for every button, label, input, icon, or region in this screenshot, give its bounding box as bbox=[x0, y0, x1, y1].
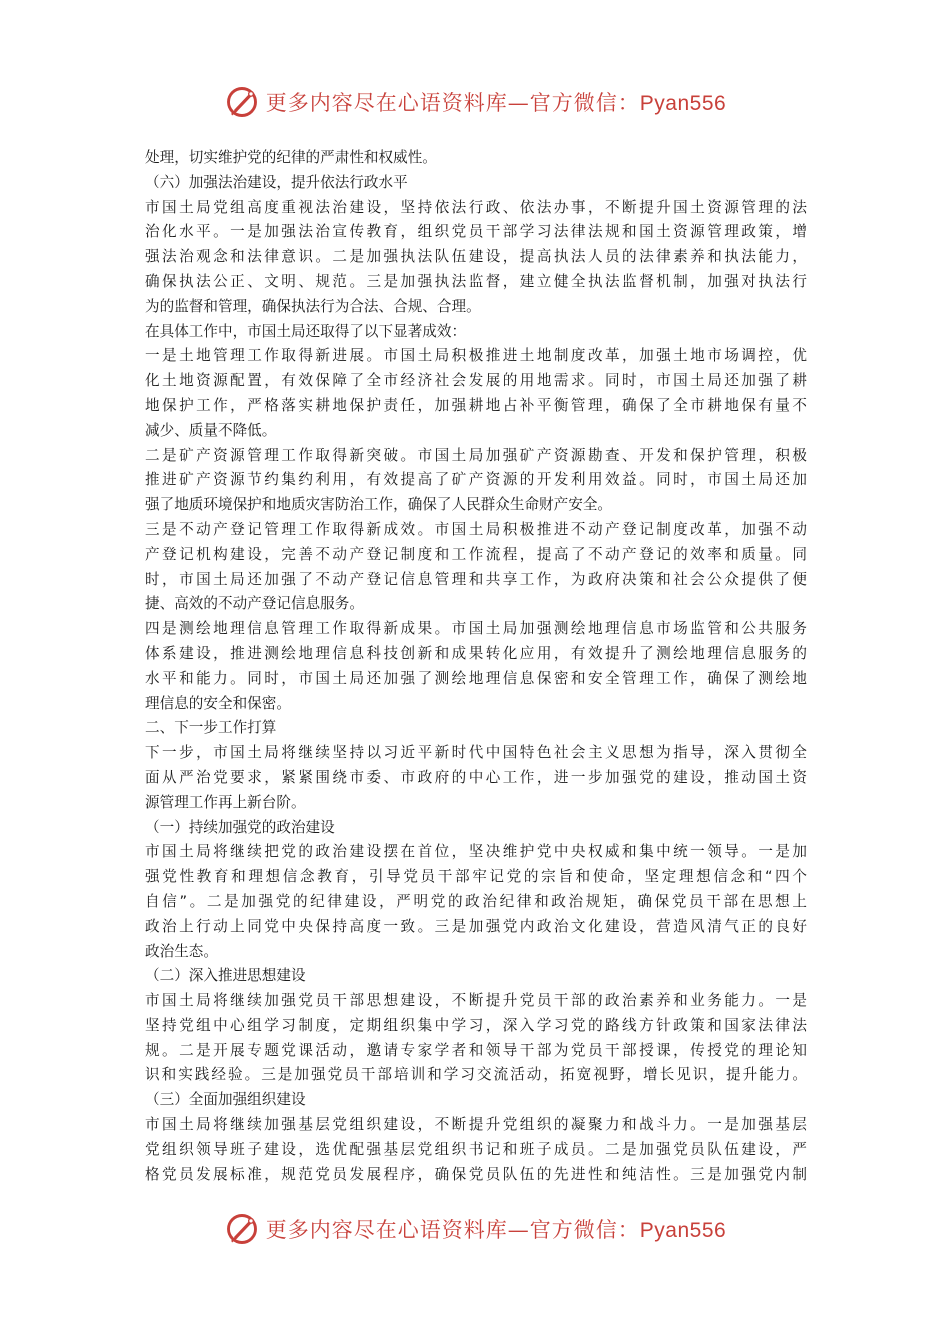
pen-logo-icon bbox=[224, 84, 260, 120]
text-line: 市国土局将继续加强基层党组织建设，不断提升党组织的凝聚力和战斗力。一是加强基层 bbox=[145, 1116, 807, 1134]
text-line: 二是矿产资源管理工作取得新突破。市国土局加强矿产资源勘查、开发和保护管理，积极 bbox=[145, 446, 807, 464]
text-line: 面从严治党要求，紧紧围绕市委、市政府的中心工作，进一步加强党的建设，推动国土资 bbox=[145, 768, 807, 786]
text-line: 在具体工作中，市国土局还取得了以下显著成效： bbox=[145, 322, 467, 340]
text-line: 确保执法公正、文明、规范。三是加强执法监督，建立健全执法监督机制，加强对执法行 bbox=[145, 272, 807, 290]
text-line: 产登记机构建设，完善不动产登记制度和工作流程，提高了不动产登记的效率和质量。同 bbox=[145, 545, 807, 563]
text-line: 为的监督和管理，确保执法行为合法、合规、合理。 bbox=[145, 297, 481, 315]
text-line: 处理，切实维护党的纪律的严肃性和权威性。 bbox=[145, 149, 437, 166]
watermark-text bbox=[266, 1214, 726, 1244]
section-heading: （六）加强法治建设，提升依法行政水平 bbox=[145, 173, 408, 191]
text-line: 地保护工作，严格落实耕地保护责任，加强耕地占补平衡管理，确保了全市耕地保有量不 bbox=[145, 396, 807, 414]
pen-logo-icon bbox=[224, 1211, 260, 1247]
text-line: 规。二是开展专题党课活动，邀请专家学者和领导干部为党员干部授课，传授党的理论知 bbox=[145, 1041, 807, 1059]
text-line: 坚持党组中心组学习制度，定期组织集中学习，深入学习党的路线方针政策和国家法律法 bbox=[145, 1016, 807, 1034]
text-line: 强党性教育和理想信念教育，引导党员干部牢记党的宗旨和使命，坚定理想信念和“四个 bbox=[145, 868, 807, 886]
document-body bbox=[145, 146, 807, 1187]
watermark-wechat-id: Pyan556 bbox=[639, 92, 727, 115]
text-line: 市国土局将继续加强党员干部思想建设，不断提升党员干部的政治素养和业务能力。一是 bbox=[145, 992, 807, 1010]
text-line: 政治生态。 bbox=[145, 942, 218, 960]
text-line: 时，市国土局还加强了不动产登记信息管理和共享工作，为政府决策和社会公众提供了便 bbox=[145, 570, 807, 588]
text-line: 治化水平。一是加强法治宣传教育，组织党员干部学习法律法规和国土资源管理政策，增 bbox=[145, 223, 807, 241]
watermark-wechat-id: Pyan556 bbox=[639, 1219, 727, 1242]
section-heading: 二、下一步工作打算 bbox=[145, 719, 277, 737]
text-line: 捷、高效的不动产登记信息服务。 bbox=[145, 595, 364, 613]
text-line: 政治上行动上同党中央保持高度一致。三是加强党内政治文化建设，营造风清气正的良好 bbox=[145, 917, 807, 935]
watermark-text-cn: 更多内容尽在心语资料库—官方微信： bbox=[265, 1218, 640, 1242]
text-line: 强了地质环境保护和地质灾害防治工作，确保了人民群众生命财产安全。 bbox=[145, 496, 613, 514]
text-line: 推进矿产资源节约集约利用，有效提高了矿产资源的开发利用效益。同时，市国土局还加 bbox=[145, 471, 807, 489]
text-line: 识和实践经验。三是加强党员干部培训和学习交流活动，拓宽视野，增长见识，提升能力。 bbox=[145, 1066, 807, 1084]
text-line: 减少、质量不降低。 bbox=[145, 421, 277, 439]
text-line: 四是测绘地理信息管理工作取得新成果。市国土局加强测绘地理信息市场监管和公共服务 bbox=[145, 620, 807, 638]
text-line: 体系建设，推进测绘地理信息科技创新和成果转化应用，有效提升了测绘地理信息服务的 bbox=[145, 644, 807, 662]
text-line: 化土地资源配置，有效保障了全市经济社会发展的用地需求。同时，市国土局还加强了耕 bbox=[145, 372, 807, 390]
text-line: 三是不动产登记管理工作取得新成效。市国土局积极推进不动产登记制度改革，加强不动 bbox=[145, 520, 807, 538]
text-line: 理信息的安全和保密。 bbox=[145, 694, 291, 712]
text-line: 格党员发展标准，规范党员发展程序，确保党员队伍的先进性和纯洁性。三是加强党内制 bbox=[145, 1165, 807, 1183]
text-line: 强法治观念和法律意识。二是加强执法队伍建设，提高执法人员的法律素养和执法能力， bbox=[145, 248, 807, 266]
text-line: 一是土地管理工作取得新进展。市国土局积极推进土地制度改革，加强土地市场调控，优 bbox=[145, 347, 807, 365]
section-heading: （二）深入推进思想建设 bbox=[145, 967, 306, 985]
text-line: 水平和能力。同时，市国土局还加强了测绘地理信息保密和安全管理工作，确保了测绘地 bbox=[145, 669, 807, 687]
text-line: 市国土局党组高度重视法治建设，坚持依法行政、依法办事，不断提升国土资源管理的法 bbox=[145, 198, 807, 216]
text-line: 党组织领导班子建设，选优配强基层党组织书记和班子成员。二是加强党员队伍建设，严 bbox=[145, 1140, 807, 1158]
watermark-text-cn: 更多内容尽在心语资料库—官方微信： bbox=[265, 91, 640, 115]
watermark-text bbox=[266, 87, 726, 117]
text-line: 源管理工作再上新台阶。 bbox=[145, 793, 306, 811]
section-heading: （一）持续加强党的政治建设 bbox=[145, 818, 335, 836]
section-heading: （三）全面加强组织建设 bbox=[145, 1091, 306, 1109]
text-line: 自信”。二是加强党的纪律建设，严明党的政治纪律和政治规矩，确保党员干部在思想上 bbox=[145, 892, 807, 910]
text-line: 下一步，市国土局将继续坚持以习近平新时代中国特色社会主义思想为指导，深入贯彻全 bbox=[145, 744, 807, 762]
text-line: 市国土局将继续把党的政治建设摆在首位，坚决维护党中央权威和集中统一领导。一是加 bbox=[145, 843, 807, 861]
watermark-banner-top bbox=[0, 80, 950, 124]
watermark-banner-bottom bbox=[0, 1207, 950, 1251]
